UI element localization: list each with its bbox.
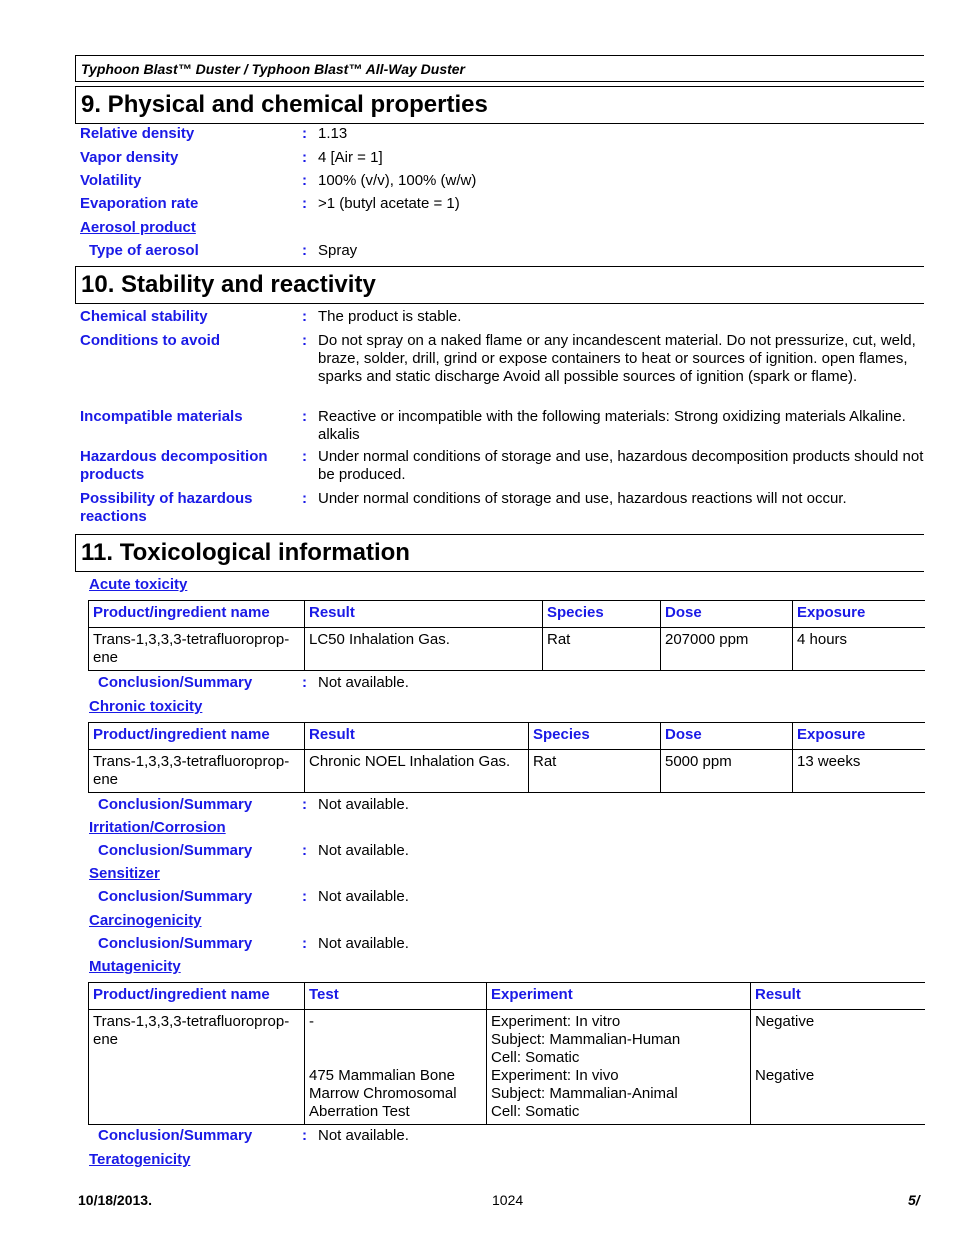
colon: : <box>302 674 307 691</box>
colon: : <box>302 332 307 349</box>
irritation-conclusion-label: Conclusion/Summary <box>98 842 253 859</box>
product-title: Typhoon Blast™ Duster / Typhoon Blast™ All-Way Duster <box>81 61 465 77</box>
section-9-header <box>75 86 924 124</box>
experiment-line: Cell: Somatic <box>491 1103 580 1120</box>
column-header: Exposure <box>793 723 925 750</box>
irritation-conclusion-value: Not available. <box>318 842 409 859</box>
experiment-line: Subject: Mammalian-Animal <box>491 1085 678 1102</box>
colon: : <box>302 888 307 905</box>
column-header: Exposure <box>793 601 925 628</box>
evaporation-rate-value: >1 (butyl acetate = 1) <box>318 195 460 212</box>
hazardous-decomposition-label: Hazardous decomposition products <box>80 448 268 483</box>
evaporation-rate-label: Evaporation rate <box>80 195 199 212</box>
mutagenicity-conclusion-value: Not available. <box>318 1127 409 1144</box>
section-11-header <box>75 534 924 572</box>
colon: : <box>302 172 307 189</box>
acute-toxicity-link[interactable]: Acute toxicity <box>89 576 188 593</box>
chronic-conclusion-label: Conclusion/Summary <box>98 796 253 813</box>
teratogenicity-link[interactable]: Teratogenicity <box>89 1151 191 1168</box>
column-header: Dose <box>661 601 793 628</box>
result-cell: Chronic NOEL Inhalation Gas. <box>305 750 529 793</box>
volatility-value: 100% (v/v), 100% (w/w) <box>318 172 477 189</box>
carcinogenicity-conclusion-label: Conclusion/Summary <box>98 935 253 952</box>
aerosol-product-link[interactable]: Aerosol product <box>80 219 196 236</box>
exposure-cell: 13 weeks <box>793 750 925 793</box>
experiment-line: Experiment: In vivo <box>491 1067 619 1084</box>
page-number: 5/ <box>908 1192 920 1208</box>
species-cell: Rat <box>543 628 661 671</box>
test-value: 475 Mammalian Bone Marrow Chromosomal Aberration Test <box>309 1067 457 1120</box>
colon: : <box>302 448 307 465</box>
ingredient-name-cell: Trans-1,3,3,3-tetrafluoroprop-ene <box>89 750 305 793</box>
section-10-header <box>75 266 924 304</box>
experiment-line: Cell: Somatic <box>491 1049 580 1066</box>
test-value: - <box>309 1013 314 1030</box>
colon: : <box>302 842 307 859</box>
result-cell: LC50 Inhalation Gas. <box>305 628 543 671</box>
table-header-row <box>89 723 925 750</box>
ingredient-name-cell: Trans-1,3,3,3-tetrafluoroprop-ene <box>89 1010 305 1125</box>
colon: : <box>302 125 307 142</box>
mutagenicity-conclusion-label: Conclusion/Summary <box>98 1127 253 1144</box>
acute-conclusion-value: Not available. <box>318 674 409 691</box>
section-9-title: 9. Physical and chemical properties <box>81 91 488 118</box>
column-header: Result <box>305 601 543 628</box>
type-of-aerosol-label: Type of aerosol <box>89 242 199 259</box>
exposure-cell: 4 hours <box>793 628 925 671</box>
hazardous-reactions-label: Possibility of hazardous reactions <box>80 490 253 525</box>
chronic-toxicity-table <box>88 722 925 793</box>
sensitizer-conclusion-label: Conclusion/Summary <box>98 888 253 905</box>
colon: : <box>302 408 307 425</box>
column-header: Product/ingredient name <box>89 983 305 1010</box>
sensitizer-conclusion-value: Not available. <box>318 888 409 905</box>
sensitizer-link[interactable]: Sensitizer <box>89 865 160 882</box>
column-header: Species <box>529 723 661 750</box>
conditions-to-avoid-value: Do not spray on a naked flame or any incandescent material. Do not pressurize, cut, weld, braze, solder, drill, grind or expose containers to heat or sources of ignition. open flames, sparks and static discharge Avoid all possible sources of ignition (spark or flame). <box>318 332 916 385</box>
result-cell <box>751 1010 925 1125</box>
table-row <box>89 750 925 793</box>
ingredient-name-cell: Trans-1,3,3,3-tetrafluoroprop-ene <box>89 628 305 671</box>
column-header: Experiment <box>487 983 751 1010</box>
column-header: Dose <box>661 723 793 750</box>
incompatible-materials-value: Reactive or incompatible with the following materials: Strong oxidizing materials Alkaline. alkalis <box>318 408 906 443</box>
dose-cell: 207000 ppm <box>661 628 793 671</box>
footer-date: 10/18/2013. <box>78 1192 152 1208</box>
document-header <box>75 55 924 82</box>
hazardous-decomposition-value: Under normal conditions of storage and use, hazardous decomposition products should not be produced. <box>318 448 924 483</box>
carcinogenicity-conclusion-value: Not available. <box>318 935 409 952</box>
chemical-stability-value: The product is stable. <box>318 308 462 325</box>
irritation-corrosion-link[interactable]: Irritation/Corrosion <box>89 819 226 836</box>
table-header-row <box>89 983 925 1010</box>
colon: : <box>302 1127 307 1144</box>
column-header: Test <box>305 983 487 1010</box>
experiment-line: Subject: Mammalian-Human <box>491 1031 681 1048</box>
mutagenicity-table <box>88 982 925 1125</box>
mutagenicity-link[interactable]: Mutagenicity <box>89 958 181 975</box>
column-header: Result <box>751 983 925 1010</box>
colon: : <box>302 195 307 212</box>
test-cell <box>305 1010 487 1125</box>
table-header-row <box>89 601 925 628</box>
relative-density-label: Relative density <box>80 125 195 142</box>
colon: : <box>302 796 307 813</box>
relative-density-value: 1.13 <box>318 125 348 142</box>
experiment-line: Experiment: In vitro <box>491 1013 621 1030</box>
footer-code: 1024 <box>492 1192 524 1208</box>
table-row <box>89 628 925 671</box>
chronic-toxicity-link[interactable]: Chronic toxicity <box>89 698 203 715</box>
carcinogenicity-link[interactable]: Carcinogenicity <box>89 912 202 929</box>
conditions-to-avoid-label: Conditions to avoid <box>80 332 220 349</box>
volatility-label: Volatility <box>80 172 142 189</box>
vapor-density-value: 4 [Air = 1] <box>318 149 383 166</box>
table-row <box>89 1010 925 1125</box>
chronic-conclusion-value: Not available. <box>318 796 409 813</box>
colon: : <box>302 490 307 507</box>
column-header: Result <box>305 723 529 750</box>
column-header: Product/ingredient name <box>89 601 305 628</box>
colon: : <box>302 149 307 166</box>
incompatible-materials-label: Incompatible materials <box>80 408 243 425</box>
result-value: Negative <box>755 1067 815 1084</box>
experiment-cell <box>487 1010 751 1125</box>
type-of-aerosol-value: Spray <box>318 242 358 259</box>
acute-conclusion-label: Conclusion/Summary <box>98 674 253 691</box>
colon: : <box>302 935 307 952</box>
hazardous-reactions-value: Under normal conditions of storage and use, hazardous reactions will not occur. <box>318 490 847 507</box>
colon: : <box>302 242 307 259</box>
result-value: Negative <box>755 1013 815 1030</box>
species-cell: Rat <box>529 750 661 793</box>
colon: : <box>302 308 307 325</box>
section-10-title: 10. Stability and reactivity <box>81 271 376 298</box>
acute-toxicity-table <box>88 600 925 671</box>
chemical-stability-label: Chemical stability <box>80 308 208 325</box>
column-header: Product/ingredient name <box>89 723 305 750</box>
column-header: Species <box>543 601 661 628</box>
vapor-density-label: Vapor density <box>80 149 179 166</box>
section-11-title: 11. Toxicological information <box>81 539 410 566</box>
dose-cell: 5000 ppm <box>661 750 793 793</box>
